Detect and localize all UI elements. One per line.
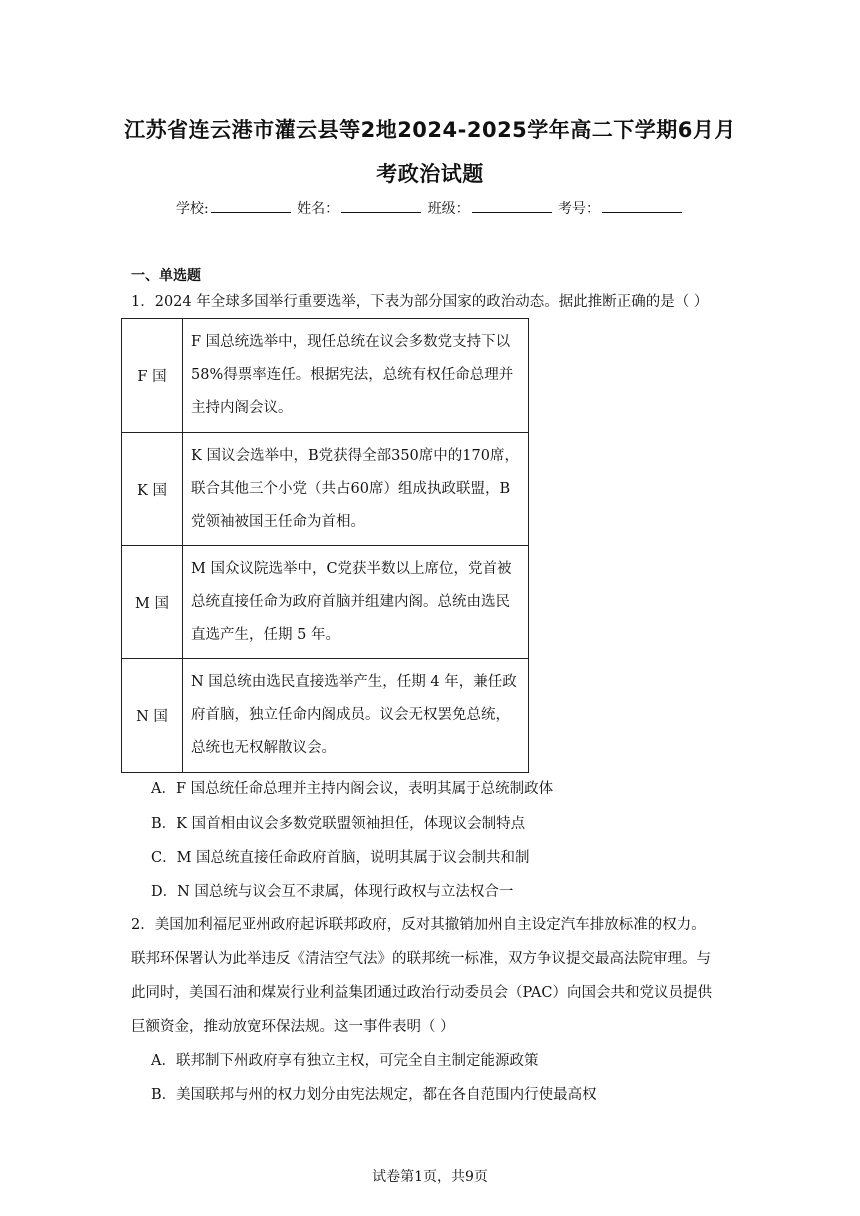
q1-option-d[interactable]: D．N 国总统与议会互不隶属，体现行政权与立法权合一 [151,884,514,900]
country-cell: F 国 [122,319,183,433]
q2-stem-line: 巨额资金，推动放宽环保法规。这一事件表明（ ） [131,1019,455,1035]
country-cell: M 国 [122,546,183,659]
class-blank[interactable] [472,200,552,213]
class-label: 班级： [427,201,470,217]
page-footer: 试卷第1页，共9页 [372,1169,488,1185]
table-row [122,319,529,433]
table-row [122,546,529,659]
school-blank[interactable] [211,200,291,213]
q2-stem-line: 联邦环保署认为此举违反《清洁空气法》的联邦统一标准，双方争议提交最高法院审理。与 [131,951,711,967]
student-info-row [0,198,860,218]
q2-option-a[interactable]: A．联邦制下州政府享有独立主权，可完全自主制定能源政策 [151,1053,539,1069]
description-cell: N 国总统由选民直接选举产生，任期 4 年，兼任政府首脑，独立任命内阁成员。议会无权罢免总统，总统也无权解散议会。 [183,659,529,773]
country-cell: N 国 [122,659,183,773]
name-blank[interactable] [341,200,421,213]
name-label: 姓名： [297,201,340,217]
table-row [122,433,529,546]
country-cell: K 国 [122,433,183,546]
description-cell: K 国议会选举中，B党获得全部350席中的170席，联合其他三个小党（共占60席）组成执政联盟，B党领袖被国王任命为首相。 [183,433,529,546]
q2-stem-line: 2．美国加利福尼亚州政府起诉联邦政府，反对其撤销加州自主设定汽车排放标准的权力。 [131,917,706,933]
description-cell: F 国总统选举中，现任总统在议会多数党支持下以58%得票率连任。根据宪法，总统有权任命总理并主持内阁会议。 [183,319,529,433]
exam-title-line1: 江苏省连云港市灌云县等2地2024-2025学年高二下学期6月月 [124,118,736,142]
exam-title-line2: 考政治试题 [376,162,484,186]
description-cell: M 国众议院选举中，C党获半数以上席位，党首被总统直接任命为政府首脑并组建内阁。总统由选民直选产生，任期 5 年。 [183,546,529,659]
exam-no-blank[interactable] [602,200,682,213]
q2-stem-line: 此同时，美国石油和煤炭行业利益集团通过政治行动委员会（PAC）向国会共和党议员提供 [131,985,712,1001]
exam-no-label: 考号： [558,201,601,217]
country-table [121,318,529,773]
q1-option-b[interactable]: B．K 国首相由议会多数党联盟领袖担任，体现议会制特点 [151,816,526,832]
q1-stem: 1．2024 年全球多国举行重要选举，下表为部分国家的政治动态。据此推断正确的是（ ） [131,294,709,310]
q1-option-a[interactable]: A．F 国总统任命总理并主持内阁会议，表明其属于总统制政体 [151,781,554,797]
table-row [122,659,529,773]
section-title: 一、单选题 [131,268,201,284]
school-label: 学校: [175,201,209,217]
q2-option-b[interactable]: B．美国联邦与州的权力划分由宪法规定，都在各自范围内行使最高权 [151,1087,597,1103]
q1-option-c[interactable]: C．M 国总统直接任命政府首脑，说明其属于议会制共和制 [151,850,530,866]
